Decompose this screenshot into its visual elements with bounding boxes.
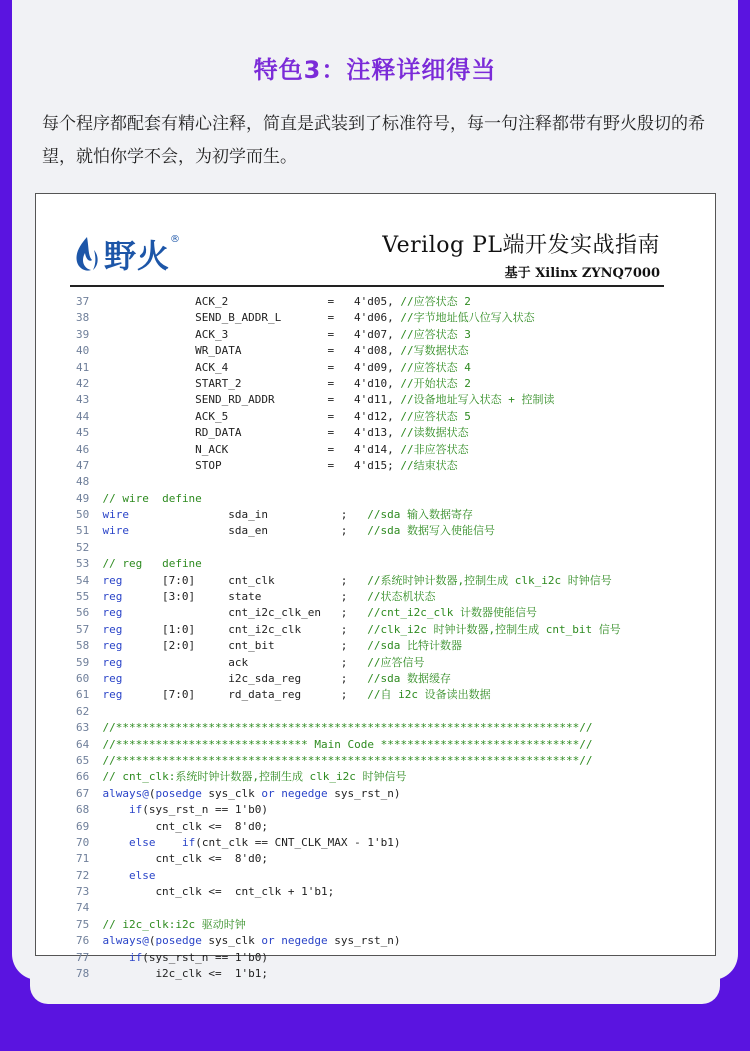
code-statement: cnt_clk <= cnt_clk + 1'b1;: [155, 885, 335, 899]
signal-name: ack: [228, 655, 249, 669]
keyword-token: wire: [102, 508, 129, 522]
code-statement: [129, 950, 268, 966]
keyword-token: reg: [102, 573, 123, 587]
state-param-line: [76, 327, 701, 343]
line-number: 72: [76, 868, 90, 882]
param-value: 4'd11,: [354, 393, 394, 407]
registered-mark: ®: [170, 234, 181, 245]
book-subtitle: 基于 Xilinx ZYNQ7000: [504, 266, 660, 281]
keyword-token: reg: [102, 655, 123, 669]
param-name: ACK_4: [195, 360, 229, 374]
param-name: WR_DATA: [195, 344, 242, 358]
assign-line: [76, 966, 701, 982]
reg-decl-line: [76, 671, 701, 687]
semicolon: ;: [340, 606, 348, 620]
code-comment: //设备地址写入状态 + 控制读: [400, 393, 555, 407]
param-name: ACK_2: [195, 295, 229, 308]
line-number: 64: [76, 737, 90, 751]
always-line: [76, 933, 701, 949]
blank-line: [76, 540, 701, 556]
keyword-token: always@: [102, 786, 149, 800]
code-comment: //非应答状态: [400, 442, 469, 456]
line-number: 41: [76, 360, 90, 374]
semicolon: ;: [340, 655, 348, 669]
code-comment: //应答状态 5: [400, 409, 471, 423]
signal-name: cnt_i2c_clk_en: [228, 606, 321, 620]
blank-line: [76, 474, 701, 490]
equals-sign: =: [327, 426, 335, 440]
banner-comment-line: [76, 720, 701, 736]
line-number: 63: [76, 721, 90, 735]
semicolon: ;: [340, 524, 348, 538]
param-value: 4'd09,: [354, 360, 394, 374]
book-page-excerpt: [35, 193, 716, 981]
param-value: 4'd08,: [354, 344, 394, 358]
code-comment: //字节地址低八位写入状态: [400, 311, 535, 325]
blank-line: [76, 900, 701, 916]
line-number: 76: [76, 934, 90, 948]
param-value: 4'd14,: [354, 442, 394, 456]
code-comment: //***************************** Main Code ******************************//: [102, 737, 593, 751]
line-number: 48: [76, 475, 90, 489]
equals-sign: =: [327, 376, 335, 390]
line-number: 61: [76, 688, 90, 702]
line-number: 59: [76, 655, 90, 669]
line-number: 78: [76, 967, 90, 981]
code-statement: [102, 786, 400, 802]
equals-sign: =: [327, 458, 335, 472]
param-name: STOP: [195, 458, 222, 472]
bit-width: [1:0]: [162, 622, 196, 636]
state-param-line: [76, 294, 701, 310]
equals-sign: =: [327, 409, 335, 423]
line-number: 52: [76, 540, 90, 554]
keyword-token: reg: [102, 671, 123, 685]
keyword-token: if: [128, 803, 143, 817]
param-value: 4'd07,: [354, 327, 394, 341]
line-number: 73: [76, 885, 90, 899]
param-name: ACK_5: [195, 409, 229, 423]
code-comment: //读数据状态: [400, 426, 469, 440]
code-comment: //sda 数据写入使能信号: [367, 524, 496, 538]
semicolon: ;: [340, 671, 348, 685]
code-statement: i2c_clk <= 1'b1;: [155, 967, 269, 981]
line-number: 39: [76, 327, 90, 341]
state-param-line: [76, 360, 701, 376]
state-param-line: [76, 392, 701, 408]
param-value: 4'd13,: [354, 426, 394, 440]
book-title: Verilog PL端开发实战指南: [382, 233, 660, 258]
reg-decl-line: [76, 655, 701, 671]
semicolon: ;: [340, 573, 348, 587]
intro-paragraph: 每个程序都配套有精心注释，简直是武装到了标准符号，每一句注释都带有野火殷切的希望，就怕你学不会，为初学而生。: [42, 114, 705, 167]
code-comment: //自 i2c 设备读出数据: [367, 688, 491, 702]
line-number: 60: [76, 671, 90, 685]
signal-name: state: [228, 590, 262, 604]
line-number: 49: [76, 491, 90, 505]
code-token: (: [148, 934, 156, 948]
reg-decl-line: [76, 622, 701, 638]
param-value: 4'd05,: [354, 295, 394, 308]
keyword-token: negedge: [281, 786, 328, 800]
code-comment: //sda 比特计数器: [367, 639, 463, 653]
code-listing: [76, 294, 701, 982]
code-statement: [129, 835, 401, 851]
line-number: 65: [76, 753, 90, 767]
line-number: 51: [76, 524, 90, 538]
section-comment-line: [76, 556, 701, 572]
signal-name: i2c_sda_reg: [228, 671, 302, 685]
keyword-token: reg: [102, 639, 123, 653]
signal-name: cnt_i2c_clk: [228, 622, 302, 636]
code-statement: [129, 802, 268, 818]
assign-line: [76, 819, 701, 835]
keyword-token: negedge: [281, 934, 328, 948]
else-line: [76, 868, 701, 884]
line-number: 54: [76, 573, 90, 587]
blank-line: [76, 704, 701, 720]
line-number: 42: [76, 376, 90, 390]
line-number: 37: [76, 295, 90, 308]
signal-name: cnt_bit: [228, 639, 275, 653]
line-number: 57: [76, 622, 90, 636]
param-value: 4'd12,: [354, 409, 394, 423]
keyword-token: else: [128, 835, 156, 849]
line-number: 56: [76, 606, 90, 620]
line-number: 58: [76, 639, 90, 653]
line-number: 55: [76, 590, 90, 604]
wire-decl-line: [76, 507, 701, 523]
equals-sign: =: [327, 344, 335, 358]
param-value: 4'd10,: [354, 376, 394, 390]
state-param-line: [76, 310, 701, 326]
signal-name: cnt_clk: [228, 573, 275, 587]
line-number: 74: [76, 901, 90, 915]
code-token: (sys_rst_n == 1'b0): [142, 803, 269, 817]
line-number: 50: [76, 508, 90, 522]
semicolon: ;: [340, 622, 348, 636]
code-token: sys_rst_n): [327, 934, 401, 948]
line-number: 44: [76, 409, 90, 423]
code-token: (cnt_clk == CNT_CLK_MAX - 1'b1): [195, 835, 401, 849]
line-number: 45: [76, 426, 90, 440]
bit-width: [7:0]: [162, 688, 196, 702]
signal-name: rd_data_reg: [228, 688, 302, 702]
code-comment: //**********************************************************************//: [102, 721, 593, 735]
code-comment: //应答状态 4: [400, 360, 471, 374]
line-number: 38: [76, 311, 90, 325]
section-comment-line: [76, 491, 701, 507]
line-number: 70: [76, 835, 90, 849]
line-number: 66: [76, 770, 90, 784]
code-token: (sys_rst_n == 1'b0): [142, 950, 269, 964]
line-number: 68: [76, 803, 90, 817]
wire-decl-line: [76, 523, 701, 539]
keyword-token: reg: [102, 590, 123, 604]
signal-name: sda_in: [228, 508, 268, 522]
code-comment: //应答信号: [367, 655, 425, 669]
always-line: [76, 786, 701, 802]
param-name: SEND_B_ADDR_L: [195, 311, 282, 325]
code-comment: //sda 数据缓存: [367, 671, 452, 685]
code-comment: // cnt_clk:系统时钟计数器,控制生成 clk_i2c 时钟信号: [102, 770, 407, 784]
semicolon: ;: [340, 639, 348, 653]
logo-text: 野火: [104, 237, 171, 275]
param-value: 4'd06,: [354, 311, 394, 325]
keyword-token: always@: [102, 934, 149, 948]
line-number: 62: [76, 704, 90, 718]
code-statement: cnt_clk <= 8'd0;: [155, 852, 269, 866]
equals-sign: =: [327, 295, 335, 308]
section-comment-line: [76, 769, 701, 785]
if-line: [76, 802, 701, 818]
keyword-token: if: [181, 835, 196, 849]
line-number: 69: [76, 819, 90, 833]
code-statement: [102, 933, 400, 949]
reg-decl-line: [76, 605, 701, 621]
banner-comment-line: [76, 753, 701, 769]
code-token: sys_clk: [201, 934, 262, 948]
keyword-token: or: [261, 786, 275, 800]
reg-decl-line: [76, 638, 701, 654]
banner-comment-line: [76, 737, 701, 753]
code-comment: //系统时钟计数器,控制生成 clk_i2c 时钟信号: [367, 573, 612, 587]
bit-width: [2:0]: [162, 639, 196, 653]
keyword-token: reg: [102, 622, 123, 636]
keyword-token: reg: [102, 606, 123, 620]
line-number: 77: [76, 950, 90, 964]
code-comment: //应答状态 3: [400, 327, 471, 341]
state-param-line: [76, 425, 701, 441]
code-comment: //结束状态: [400, 458, 458, 472]
code-comment: //应答状态 2: [400, 295, 471, 308]
line-number: 67: [76, 786, 90, 800]
state-param-line: [76, 343, 701, 359]
state-param-line: [76, 458, 701, 474]
state-param-line: [76, 376, 701, 392]
signal-name: sda_en: [228, 524, 268, 538]
header-divider: [70, 285, 664, 287]
assign-line: [76, 884, 701, 900]
line-number: 47: [76, 458, 90, 472]
keyword-token: else: [128, 868, 156, 882]
equals-sign: =: [327, 442, 335, 456]
semicolon: ;: [340, 590, 348, 604]
keyword-token: posedge: [155, 934, 202, 948]
section-comment-line: [76, 917, 701, 933]
code-comment: //clk_i2c 时钟计数器,控制生成 cnt_bit 信号: [367, 622, 621, 636]
param-name: RD_DATA: [195, 426, 242, 440]
else-if-line: [76, 835, 701, 851]
state-param-line: [76, 442, 701, 458]
code-comment: //写数据状态: [400, 344, 469, 358]
bit-width: [7:0]: [162, 573, 196, 587]
code-statement: cnt_clk <= 8'd0;: [155, 819, 269, 833]
line-number: 71: [76, 852, 90, 866]
semicolon: ;: [340, 688, 348, 702]
state-param-line: [76, 409, 701, 425]
keyword-token: reg: [102, 688, 123, 702]
line-number: 46: [76, 442, 90, 456]
keyword-token: posedge: [155, 786, 202, 800]
code-comment: //sda 输入数据寄存: [367, 508, 474, 522]
flame-icon: [74, 236, 100, 272]
line-number: 43: [76, 393, 90, 407]
code-comment: //开始状态 2: [400, 376, 471, 390]
line-number: 53: [76, 557, 90, 571]
if-line: [76, 950, 701, 966]
code-comment: //**********************************************************************//: [102, 753, 593, 767]
code-token: (: [148, 786, 156, 800]
reg-decl-line: [76, 573, 701, 589]
reg-decl-line: [76, 687, 701, 703]
code-comment: // i2c_clk:i2c 驱动时钟: [102, 917, 246, 931]
equals-sign: =: [327, 393, 335, 407]
equals-sign: =: [327, 360, 335, 374]
assign-line: [76, 851, 701, 867]
code-token: sys_clk: [201, 786, 262, 800]
param-name: ACK_3: [195, 327, 229, 341]
keyword-token: wire: [102, 524, 129, 538]
param-value: 4'd15;: [354, 458, 394, 472]
semicolon: ;: [340, 508, 348, 522]
param-name: START_2: [195, 376, 242, 390]
param-name: N_ACK: [195, 442, 229, 456]
equals-sign: =: [327, 327, 335, 341]
code-token: [155, 836, 182, 849]
keyword-token: or: [261, 934, 275, 948]
keyword-token: if: [128, 950, 143, 964]
code-comment: // wire define: [102, 491, 202, 505]
wildfire-logo: [74, 232, 180, 276]
code-comment: // reg define: [102, 557, 202, 571]
line-number: 40: [76, 344, 90, 358]
code-comment: //状态机状态: [367, 590, 436, 604]
code-token: sys_rst_n): [327, 786, 401, 800]
equals-sign: =: [327, 311, 335, 325]
code-comment: //cnt_i2c_clk 计数器使能信号: [367, 606, 537, 620]
bit-width: [3:0]: [162, 590, 196, 604]
param-name: SEND_RD_ADDR: [195, 393, 275, 407]
line-number: 75: [76, 917, 90, 931]
section-heading: 特色3：注释详细得当: [253, 56, 497, 84]
reg-decl-line: [76, 589, 701, 605]
